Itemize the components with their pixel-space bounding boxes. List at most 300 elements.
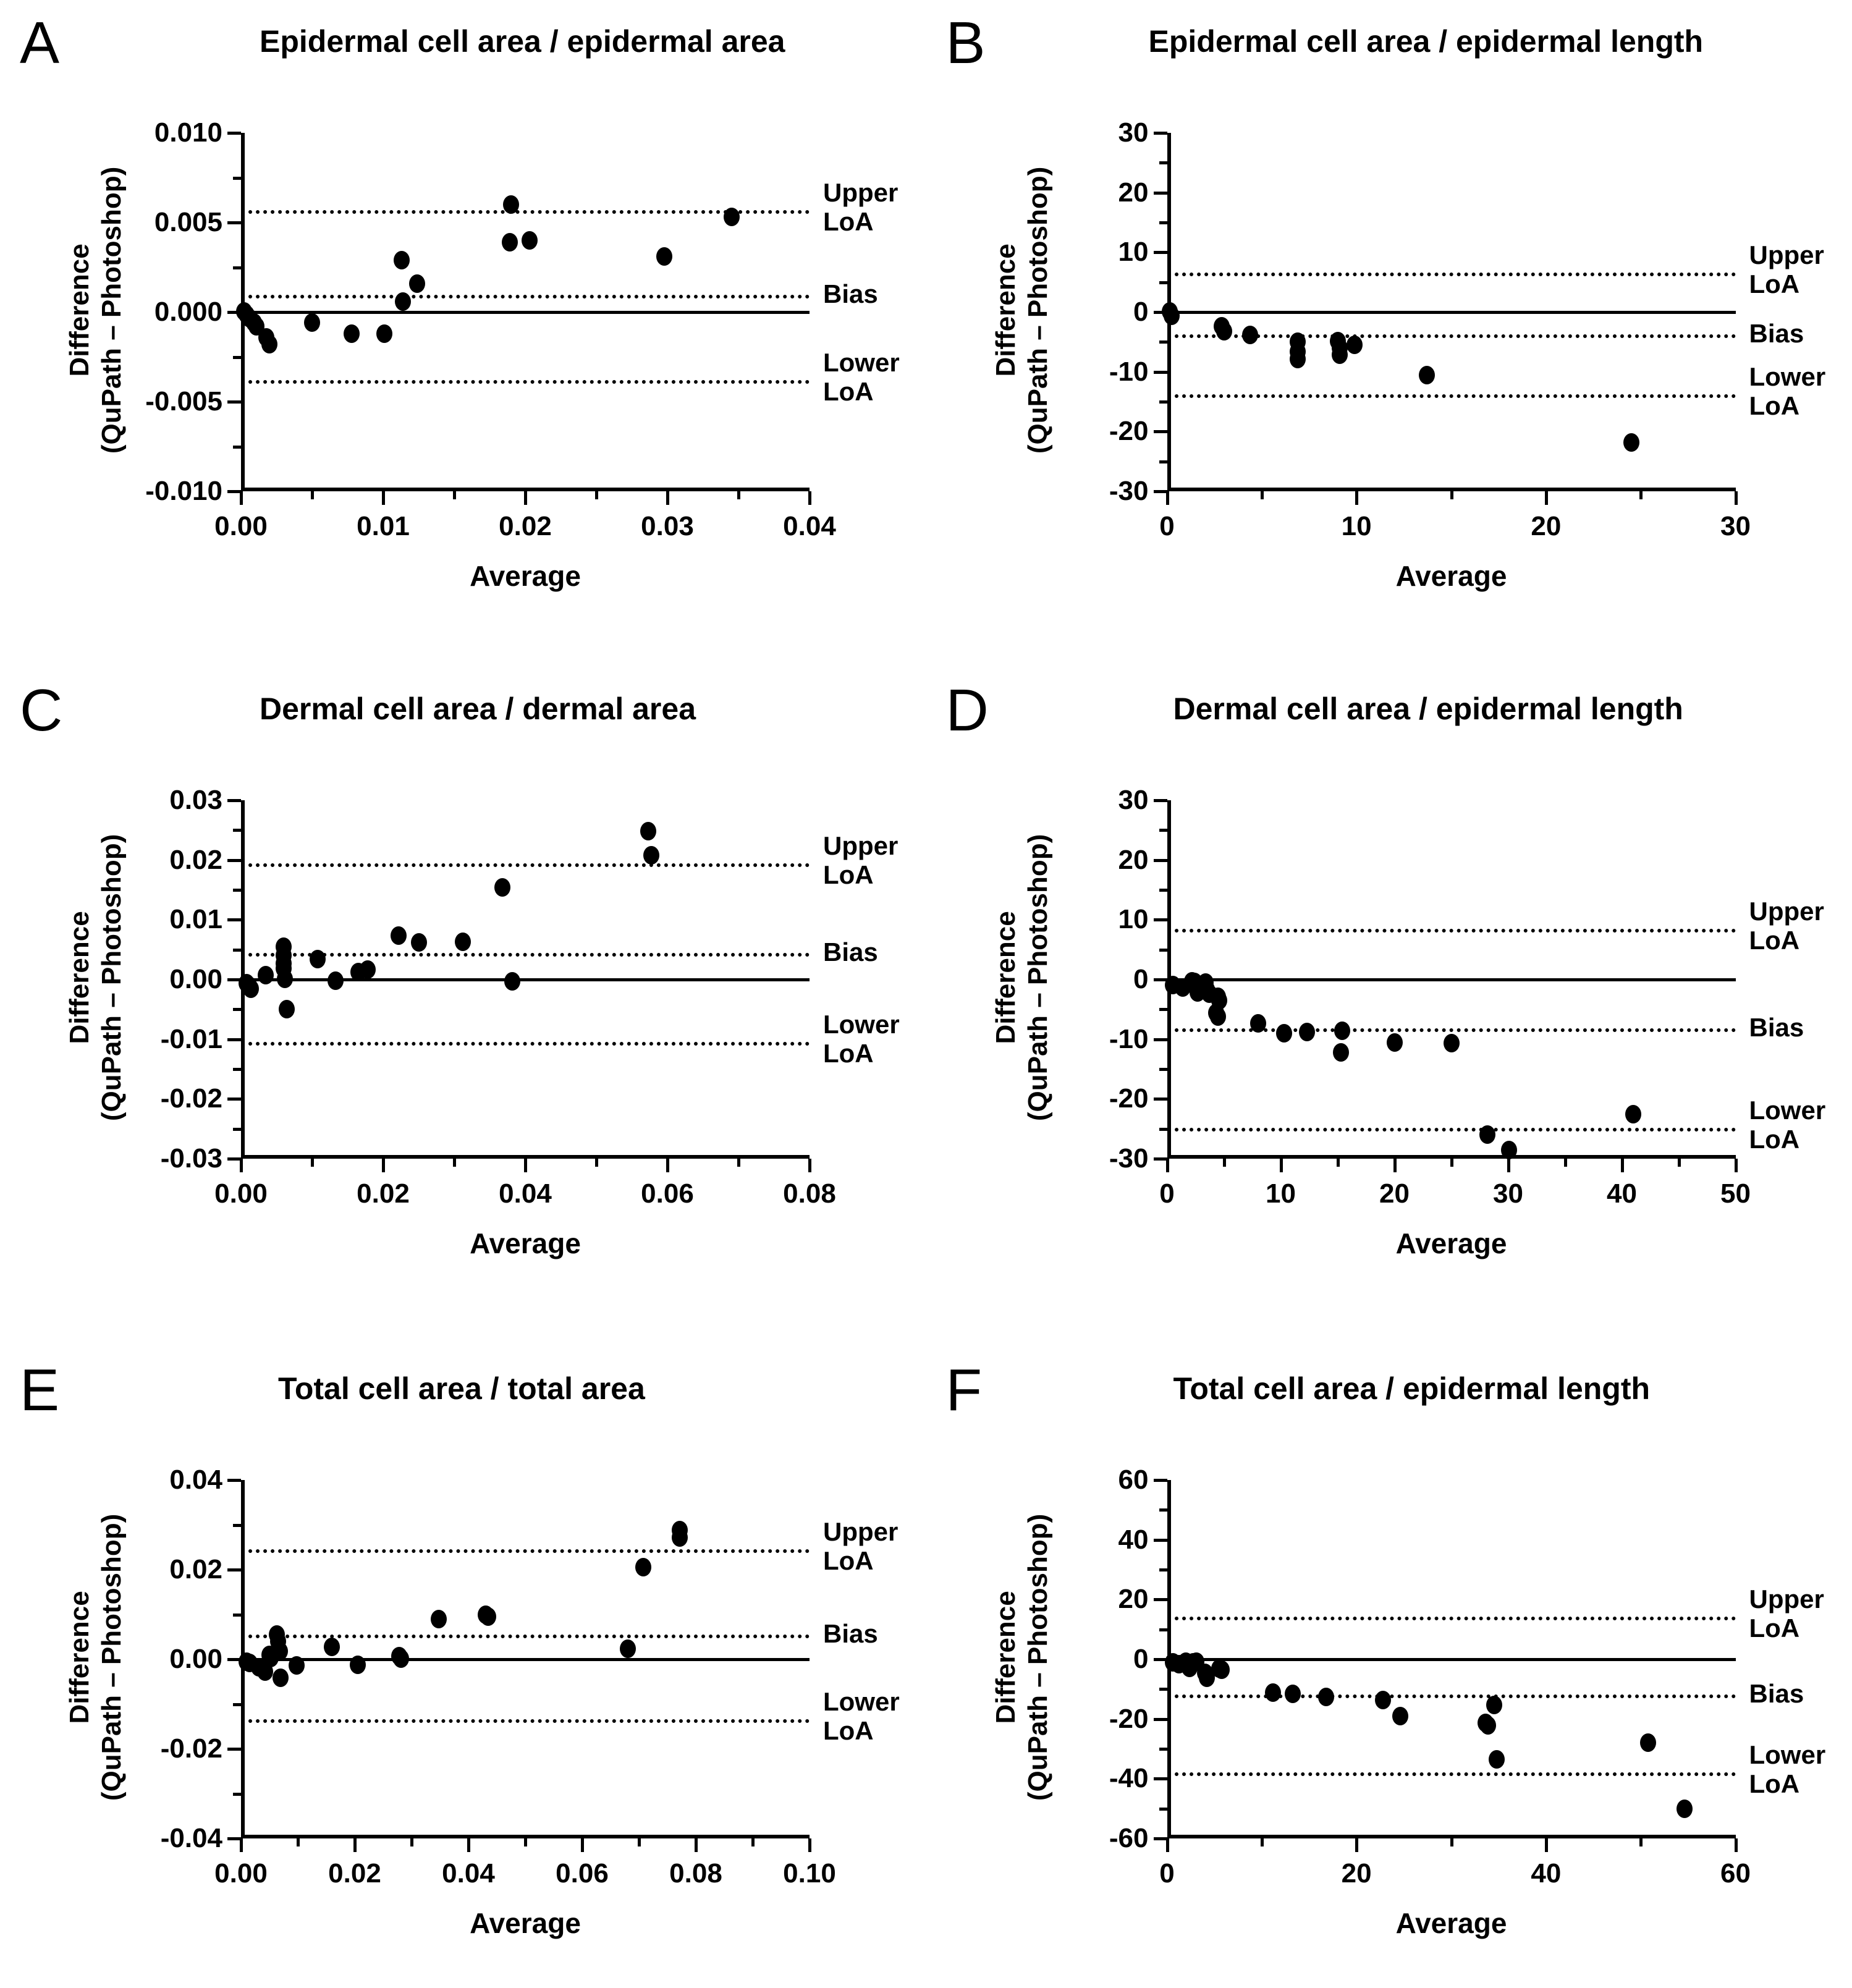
x-tick-d <box>1280 1159 1283 1172</box>
x-minor-tick-b <box>1261 491 1264 499</box>
x-tick-label-c: 0.06 <box>641 1178 694 1209</box>
data-point <box>1276 1024 1292 1043</box>
x-tick-f <box>1166 1838 1169 1852</box>
data-point <box>273 1669 289 1687</box>
y-minor-tick-b <box>1159 400 1167 404</box>
data-point <box>261 335 277 353</box>
data-point <box>1242 326 1258 344</box>
lower-loa-label-line2: LoA <box>823 377 874 407</box>
y-minor-tick-b <box>1159 221 1167 224</box>
lower-loa-label-line1: Lower <box>823 1687 900 1717</box>
x-tick-d <box>1507 1159 1510 1172</box>
y-minor-tick-f <box>1159 1808 1167 1811</box>
bias-label-b <box>1749 319 1804 348</box>
x-tick-label-d: 10 <box>1266 1178 1296 1209</box>
data-point <box>635 1558 651 1576</box>
x-tick-label-a: 0.03 <box>641 511 694 541</box>
x-tick-label-c: 0.00 <box>214 1178 268 1209</box>
upper-loa-label-line2: LoA <box>823 206 874 236</box>
data-point <box>409 274 425 293</box>
data-point <box>310 950 326 968</box>
upper-loa-label-line2: LoA <box>1749 269 1800 299</box>
y-tick-label-a: 0.010 <box>154 117 222 148</box>
x-minor-tick-d <box>1450 1159 1453 1167</box>
data-point <box>494 878 510 897</box>
data-point <box>503 195 519 214</box>
y-tick-c <box>227 1098 241 1101</box>
data-point <box>394 251 410 269</box>
y-minor-tick-f <box>1159 1568 1167 1571</box>
zero-reference-line-f <box>1167 1658 1736 1661</box>
data-point <box>502 233 518 252</box>
y-tick-label-a: 0.005 <box>154 207 222 237</box>
panel-b <box>926 0 1852 667</box>
y-tick-b <box>1154 430 1167 433</box>
y-tick-label-c: -0.02 <box>160 1083 222 1114</box>
bias-line-e <box>241 1635 810 1638</box>
x-tick-label-c: 0.08 <box>783 1178 836 1209</box>
data-point <box>243 979 259 998</box>
data-point <box>1479 1125 1495 1144</box>
data-point <box>258 966 274 984</box>
x-tick-b <box>1545 491 1548 505</box>
y-tick-label-e: 0.04 <box>169 1465 222 1495</box>
x-axis-title-b: Average <box>1395 560 1507 592</box>
lower-loa-line-e <box>241 1719 810 1723</box>
x-tick-label-f: 60 <box>1720 1858 1751 1889</box>
x-tick-label-a: 0.04 <box>783 511 836 541</box>
data-point <box>620 1639 636 1658</box>
x-minor-tick-e <box>638 1838 641 1846</box>
y-minor-tick-f <box>1159 1628 1167 1631</box>
x-minor-tick-d <box>1564 1159 1567 1167</box>
x-tick-b <box>1355 491 1358 505</box>
lower-loa-label-d <box>1749 1096 1826 1154</box>
y-tick-label-f: 40 <box>1118 1524 1149 1555</box>
x-tick-c <box>808 1159 811 1172</box>
y-tick-f <box>1154 1837 1167 1840</box>
y-tick-label-a: -0.005 <box>145 386 222 417</box>
x-tick-c <box>382 1159 385 1172</box>
x-tick-b <box>1166 491 1169 505</box>
x-minor-tick-c <box>595 1159 598 1167</box>
x-axis-title-f: Average <box>1395 1907 1507 1939</box>
y-tick-c <box>227 1157 241 1161</box>
x-axis-title-a: Average <box>470 560 581 592</box>
y-tick-c <box>227 799 241 802</box>
y-tick-label-d: 10 <box>1118 904 1149 935</box>
y-axis-title-line2: (QuPath – Photoshop) <box>1022 166 1053 454</box>
x-axis-title-c: Average <box>470 1227 581 1259</box>
bias-line-a <box>241 295 810 298</box>
x-minor-tick-e <box>297 1838 300 1846</box>
y-tick-label-c: 0.01 <box>169 904 222 935</box>
lower-loa-line-a <box>241 380 810 384</box>
x-tick-f <box>1355 1838 1358 1852</box>
x-tick-label-f: 20 <box>1341 1858 1372 1889</box>
y-minor-tick-c <box>233 1128 241 1131</box>
x-minor-tick-d <box>1678 1159 1681 1167</box>
y-tick-b <box>1154 490 1167 493</box>
y-tick-label-e: -0.02 <box>160 1733 222 1764</box>
data-point <box>1623 433 1639 452</box>
data-point <box>1347 336 1363 354</box>
panel-letter-d: D <box>945 677 989 743</box>
bias-label-line1: Bias <box>823 279 878 309</box>
upper-loa-label-e <box>823 1517 898 1575</box>
lower-loa-label-f <box>1749 1740 1826 1798</box>
data-point <box>376 324 392 343</box>
y-axis-title-line2: (QuPath – Photoshop) <box>96 166 127 454</box>
data-point <box>724 208 740 226</box>
x-minor-tick-e <box>524 1838 527 1846</box>
y-tick-d <box>1154 1038 1167 1041</box>
data-point <box>1164 307 1180 325</box>
data-point <box>1290 350 1306 368</box>
x-minor-tick-f <box>1261 1838 1264 1846</box>
x-tick-label-b: 10 <box>1341 511 1372 541</box>
upper-loa-label-line2: LoA <box>1749 925 1800 955</box>
x-minor-tick-a <box>311 491 314 499</box>
lower-loa-label-b <box>1749 362 1826 420</box>
y-tick-label-a: 0.000 <box>154 297 222 327</box>
bias-label-e <box>823 1619 878 1648</box>
upper-loa-label-line1: Upper <box>823 831 899 860</box>
data-point <box>395 292 411 311</box>
panel-d <box>926 667 1852 1347</box>
upper-loa-line-b <box>1167 273 1736 276</box>
y-axis-title-line1: Difference <box>990 911 1021 1044</box>
y-minor-tick-d <box>1159 1128 1167 1131</box>
y-axis-title-line1: Difference <box>64 911 95 1044</box>
x-tick-label-a: 0.00 <box>214 511 268 541</box>
plot-area-d <box>1109 785 1826 1209</box>
y-minor-tick-d <box>1159 829 1167 832</box>
y-minor-tick-c <box>233 1008 241 1011</box>
y-tick-label-f: 20 <box>1118 1584 1149 1615</box>
x-minor-tick-e <box>751 1838 755 1846</box>
y-axis-title-line2: (QuPath – Photoshop) <box>1022 834 1053 1122</box>
panel-title-c: Dermal cell area / dermal area <box>260 692 696 726</box>
plot-area-b <box>1109 117 1826 541</box>
zero-reference-line-b <box>1167 311 1736 314</box>
x-tick-label-c: 0.02 <box>357 1178 410 1209</box>
upper-loa-line-d <box>1167 929 1736 933</box>
x-tick-e <box>695 1838 698 1852</box>
data-point <box>279 1000 295 1018</box>
y-tick-c <box>227 1038 241 1041</box>
zero-reference-line-a <box>241 311 810 314</box>
x-minor-tick-d <box>1223 1159 1226 1167</box>
x-minor-tick-e <box>410 1838 413 1846</box>
x-tick-label-b: 30 <box>1720 511 1751 541</box>
y-tick-d <box>1154 1157 1167 1161</box>
y-axis-title-c <box>64 798 128 1157</box>
x-tick-label-d: 40 <box>1607 1178 1637 1209</box>
x-tick-label-e: 0.04 <box>442 1858 495 1889</box>
upper-loa-label-c <box>823 831 898 889</box>
x-minor-tick-c <box>737 1159 740 1167</box>
y-minor-tick-c <box>233 949 241 952</box>
bias-label-f <box>1749 1679 1804 1708</box>
x-tick-e <box>808 1838 811 1852</box>
x-tick-label-e: 0.06 <box>556 1858 609 1889</box>
bias-label-c <box>823 937 878 967</box>
lower-loa-label-line1: Lower <box>1749 1095 1826 1125</box>
y-minor-tick-b <box>1159 340 1167 344</box>
data-point <box>1333 1043 1349 1062</box>
x-tick-d <box>1735 1159 1738 1172</box>
y-tick-label-b: 30 <box>1118 117 1149 148</box>
x-tick-label-e: 0.00 <box>214 1858 268 1889</box>
data-point <box>1332 345 1348 364</box>
x-tick-d <box>1621 1159 1624 1172</box>
panel-title-f: Total cell area / epidermal length <box>1173 1371 1651 1406</box>
data-point <box>1216 322 1232 340</box>
y-tick-label-c: -0.01 <box>160 1023 222 1054</box>
y-minor-tick-f <box>1159 1748 1167 1751</box>
x-tick-a <box>666 491 669 505</box>
zero-reference-line-d <box>1167 978 1736 981</box>
upper-loa-label-line1: Upper <box>1749 896 1824 926</box>
lower-loa-label-line1: Lower <box>1749 1740 1826 1769</box>
y-tick-d <box>1154 1098 1167 1101</box>
data-point <box>277 970 293 988</box>
data-point <box>1444 1034 1460 1052</box>
data-point <box>643 846 659 865</box>
y-minor-tick-d <box>1159 1008 1167 1011</box>
data-point <box>1375 1691 1391 1709</box>
y-tick-label-a: -0.010 <box>145 476 222 506</box>
panel-title-b: Epidermal cell area / epidermal length <box>1148 24 1704 59</box>
data-point <box>672 1528 688 1547</box>
lower-loa-line-d <box>1167 1128 1736 1131</box>
lower-loa-label-line2: LoA <box>1749 1769 1800 1798</box>
upper-loa-label-a <box>823 178 898 236</box>
panel-letter-b: B <box>945 10 986 76</box>
x-tick-d <box>1166 1159 1169 1172</box>
data-point <box>324 1638 340 1656</box>
x-minor-tick-f <box>1450 1838 1453 1846</box>
y-tick-label-c: 0.02 <box>169 844 222 875</box>
upper-loa-label-line2: LoA <box>823 1546 874 1576</box>
x-tick-f <box>1735 1838 1738 1852</box>
data-point <box>1486 1696 1502 1714</box>
y-tick-a <box>227 221 241 224</box>
y-tick-b <box>1154 132 1167 135</box>
y-minor-tick-f <box>1159 1508 1167 1512</box>
bias-label-line1: Bias <box>1749 1013 1804 1043</box>
upper-loa-line-e <box>241 1549 810 1553</box>
y-tick-label-b: 0 <box>1133 297 1149 327</box>
x-tick-e <box>240 1838 243 1852</box>
data-point <box>1318 1688 1334 1706</box>
y-minor-tick-d <box>1159 949 1167 952</box>
y-minor-tick-d <box>1159 889 1167 892</box>
plot-area-f <box>1109 1465 1826 1889</box>
y-tick-label-b: -20 <box>1109 416 1149 447</box>
lower-loa-label-e <box>823 1687 900 1745</box>
upper-loa-label-line1: Upper <box>1749 240 1824 270</box>
y-tick-label-f: -20 <box>1109 1703 1149 1734</box>
data-point <box>391 926 407 945</box>
data-point <box>1265 1683 1281 1702</box>
y-minor-tick-a <box>233 356 241 359</box>
y-tick-e <box>227 1479 241 1482</box>
x-tick-a <box>240 491 243 505</box>
data-point <box>344 324 360 343</box>
upper-loa-label-line1: Upper <box>823 177 899 207</box>
data-point <box>455 933 471 951</box>
y-tick-f <box>1154 1718 1167 1721</box>
y-tick-e <box>227 1837 241 1840</box>
y-tick-label-d: 30 <box>1118 785 1149 815</box>
bias-label-d <box>1749 1013 1804 1042</box>
x-minor-tick-f <box>1639 1838 1643 1846</box>
data-point <box>522 231 538 250</box>
panel-letter-a: A <box>20 10 60 76</box>
y-axis-title-line1: Difference <box>64 243 95 377</box>
lower-loa-line-b <box>1167 394 1736 398</box>
lower-loa-label-line2: LoA <box>823 1038 874 1068</box>
y-tick-f <box>1154 1539 1167 1542</box>
x-minor-tick-d <box>1337 1159 1340 1167</box>
x-tick-e <box>467 1838 470 1852</box>
y-minor-tick-a <box>233 446 241 449</box>
upper-loa-label-b <box>1749 240 1824 298</box>
y-minor-tick-f <box>1159 1688 1167 1691</box>
y-minor-tick-b <box>1159 281 1167 284</box>
data-point <box>1392 1707 1408 1725</box>
y-tick-e <box>227 1568 241 1571</box>
zero-reference-line-c <box>241 978 810 981</box>
panel-letter-e: E <box>20 1357 60 1423</box>
y-minor-tick-c <box>233 1068 241 1071</box>
lower-loa-line-c <box>241 1042 810 1046</box>
lower-loa-label-line1: Lower <box>1749 362 1826 392</box>
y-tick-b <box>1154 192 1167 195</box>
upper-loa-label-line2: LoA <box>1749 1614 1800 1643</box>
x-minor-tick-c <box>453 1159 456 1167</box>
data-point <box>328 971 344 990</box>
y-minor-tick-d <box>1159 1068 1167 1071</box>
x-tick-label-d: 30 <box>1493 1178 1523 1209</box>
data-point <box>350 1656 366 1674</box>
y-tick-label-b: 10 <box>1118 237 1149 268</box>
lower-loa-label-line1: Lower <box>823 1009 900 1039</box>
x-tick-label-e: 0.08 <box>669 1858 722 1889</box>
y-tick-label-f: -60 <box>1109 1823 1149 1853</box>
y-tick-d <box>1154 859 1167 862</box>
data-point <box>1640 1733 1656 1752</box>
y-tick-label-d: -20 <box>1109 1083 1149 1114</box>
x-tick-d <box>1393 1159 1397 1172</box>
upper-loa-label-line2: LoA <box>823 860 874 889</box>
panel-a <box>0 0 926 667</box>
data-point <box>393 1649 409 1668</box>
bias-label-a <box>823 279 878 308</box>
y-minor-tick-c <box>233 829 241 832</box>
panel-c <box>0 667 926 1347</box>
zero-reference-line-e <box>241 1658 810 1661</box>
y-axis-title-e <box>64 1478 128 1837</box>
y-tick-f <box>1154 1598 1167 1601</box>
x-tick-label-f: 0 <box>1159 1858 1175 1889</box>
y-axis-title-f <box>990 1478 1054 1837</box>
x-tick-c <box>524 1159 527 1172</box>
y-tick-label-c: 0.03 <box>169 785 222 815</box>
panel-title-e: Total cell area / total area <box>278 1371 645 1406</box>
y-tick-label-f: 60 <box>1118 1465 1149 1495</box>
data-point <box>1419 366 1435 384</box>
x-tick-label-b: 0 <box>1159 511 1175 541</box>
x-minor-tick-a <box>453 491 456 499</box>
data-point <box>640 822 656 840</box>
y-minor-tick-e <box>233 1614 241 1617</box>
x-tick-label-d: 20 <box>1379 1178 1410 1209</box>
y-axis-title-line1: Difference <box>990 243 1021 377</box>
panel-title-a: Epidermal cell area / epidermal area <box>260 24 785 59</box>
y-tick-label-c: -0.03 <box>160 1143 222 1174</box>
x-tick-label-f: 40 <box>1531 1858 1562 1889</box>
upper-loa-label-f <box>1749 1584 1824 1643</box>
bias-label-line1: Bias <box>1749 1679 1804 1709</box>
x-tick-a <box>808 491 811 505</box>
y-axis-title-line2: (QuPath – Photoshop) <box>1022 1513 1053 1801</box>
y-tick-f <box>1154 1777 1167 1780</box>
data-point <box>1387 1033 1403 1052</box>
y-minor-tick-b <box>1159 161 1167 164</box>
y-minor-tick-c <box>233 889 241 892</box>
y-axis-title-a <box>64 131 128 489</box>
data-point <box>411 933 427 952</box>
x-axis-title-d: Average <box>1395 1227 1507 1259</box>
data-point <box>1489 1750 1505 1769</box>
data-point <box>1501 1141 1517 1159</box>
plot-area-c <box>160 785 900 1209</box>
y-minor-tick-e <box>233 1703 241 1706</box>
data-point <box>360 960 376 979</box>
y-minor-tick-a <box>233 177 241 180</box>
data-point <box>1334 1021 1350 1040</box>
data-point <box>1677 1800 1693 1818</box>
lower-loa-label-line2: LoA <box>1749 391 1800 421</box>
y-tick-label-e: 0.02 <box>169 1554 222 1584</box>
y-tick-label-d: -10 <box>1109 1023 1149 1054</box>
y-axis-title-line1: Difference <box>990 1591 1021 1724</box>
data-point <box>1625 1105 1641 1123</box>
y-tick-a <box>227 490 241 493</box>
data-point <box>1480 1716 1496 1735</box>
y-minor-tick-e <box>233 1793 241 1796</box>
x-minor-tick-a <box>595 491 598 499</box>
y-minor-tick-a <box>233 266 241 269</box>
panel-f <box>926 1347 1852 1988</box>
bias-line-c <box>241 953 810 957</box>
y-minor-tick-e <box>233 1524 241 1527</box>
y-axis-title-line2: (QuPath – Photoshop) <box>96 834 127 1122</box>
y-tick-d <box>1154 799 1167 802</box>
y-tick-f <box>1154 1479 1167 1482</box>
y-tick-b <box>1154 251 1167 254</box>
data-point <box>1285 1685 1301 1703</box>
x-tick-c <box>666 1159 669 1172</box>
x-minor-tick-c <box>311 1159 314 1167</box>
upper-loa-label-line1: Upper <box>823 1517 899 1547</box>
x-tick-e <box>353 1838 357 1852</box>
data-point <box>656 247 672 266</box>
data-point <box>1214 1660 1230 1679</box>
